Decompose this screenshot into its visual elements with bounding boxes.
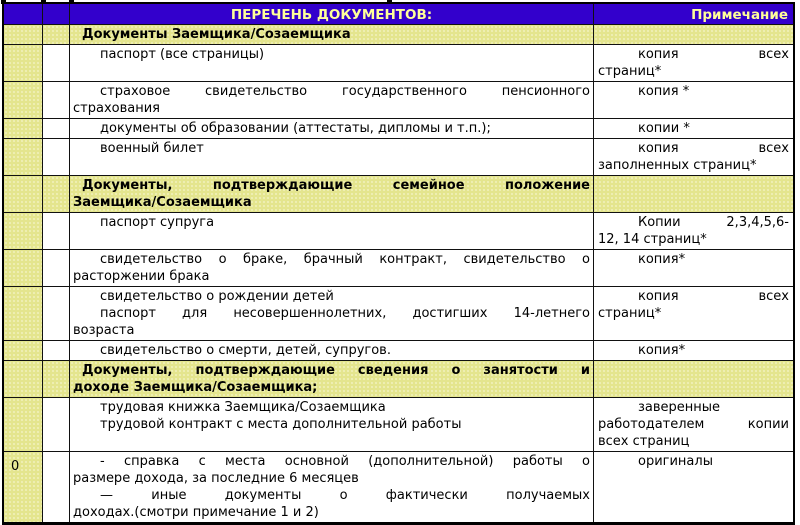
section-row — [4, 25, 793, 45]
row-mark-cell — [43, 361, 70, 397]
table-row — [4, 452, 793, 522]
row-number-cell — [4, 82, 43, 118]
note-cell — [594, 176, 793, 212]
header-mark-cell — [43, 4, 70, 24]
note-cell — [594, 452, 793, 522]
table-row — [4, 341, 793, 361]
document-name-cell — [70, 341, 594, 360]
text-line: паспорт супруга — [100, 215, 215, 230]
table-row — [4, 398, 793, 452]
text-line: возраста — [73, 323, 135, 338]
note-cell — [594, 45, 793, 81]
text-line: копии * — [638, 121, 690, 136]
text-line: всех страниц — [598, 434, 690, 449]
row-number-cell — [4, 361, 43, 397]
documents-table — [2, 2, 795, 525]
table-row — [4, 287, 793, 341]
table-row — [4, 119, 793, 139]
text-line: копия всех — [638, 289, 789, 304]
text-line: доходах.(смотри примечание 1 и 2) — [73, 505, 319, 520]
row-number-cell — [4, 287, 43, 340]
row-mark-cell — [43, 139, 70, 175]
text-line: трудовой контракт с места дополнительной работы — [100, 417, 462, 432]
document-name-cell — [70, 213, 594, 249]
row-mark-cell — [43, 82, 70, 118]
text-line: свидетельство о рождении детей — [100, 289, 334, 304]
row-mark-cell — [43, 341, 70, 360]
row-number: 0 — [11, 459, 20, 474]
text-line: — иные документы о фактически получаемых — [100, 488, 590, 503]
text-line: копия* — [638, 252, 686, 267]
text-line: оригиналы — [638, 454, 713, 469]
document-name-cell — [70, 45, 594, 81]
row-mark-cell — [43, 250, 70, 286]
text-line: документы об образовании (аттестаты, дипломы и т.п.); — [100, 121, 491, 136]
text-line: копия всех — [638, 47, 789, 62]
text-line: трудовая книжка Заемщика/Созаемщика — [100, 400, 386, 415]
text-line: паспорт (все страницы) — [100, 47, 265, 62]
text-line: размере дохода, за последние 6 месяцев — [73, 471, 359, 486]
row-number-cell — [4, 176, 43, 212]
text-line: расторжении брака — [73, 269, 210, 284]
row-number-cell — [4, 398, 43, 451]
text-line: - справка с места основной (дополнительной) работы о — [100, 454, 590, 469]
note-cell — [594, 139, 793, 175]
text-line: страниц* — [598, 306, 662, 321]
text-line: свидетельство о смерти, детей, супругов. — [100, 343, 391, 358]
note-cell — [594, 341, 793, 360]
text-line: Копии 2,3,4,5,6- — [638, 215, 789, 230]
text-line: Документы Заемщика/Созаемщика — [82, 27, 351, 42]
row-mark-cell — [43, 398, 70, 451]
row-mark-cell — [43, 287, 70, 340]
section-row — [4, 361, 793, 398]
text-line: страниц* — [598, 64, 662, 79]
row-number-cell — [4, 452, 43, 522]
row-mark-cell — [43, 176, 70, 212]
text-line: заполненных страниц* — [598, 158, 757, 173]
note-cell — [594, 287, 793, 340]
note-cell — [594, 361, 793, 397]
text-line: Документы, подтверждающие семейное положение — [82, 178, 590, 193]
note-cell — [594, 250, 793, 286]
row-mark-cell — [43, 25, 70, 44]
table-row — [4, 45, 793, 82]
document-name-cell — [70, 287, 594, 340]
table-header-row — [4, 4, 793, 25]
note-column-title: Примечание — [691, 7, 788, 23]
table-row — [4, 250, 793, 287]
text-line: страхования — [73, 101, 160, 116]
table-row — [4, 82, 793, 119]
documents-list-title: ПЕРЕЧЕНЬ ДОКУМЕНТОВ: — [70, 4, 594, 24]
row-number-cell — [4, 250, 43, 286]
note-cell — [594, 213, 793, 249]
section-title-cell — [70, 25, 594, 44]
text-line: военный билет — [100, 141, 204, 156]
text-line: копия всех — [638, 141, 789, 156]
row-number-cell — [4, 139, 43, 175]
text-line: заверенные — [638, 400, 721, 415]
row-number-cell — [4, 213, 43, 249]
document-name-cell — [70, 82, 594, 118]
text-line: страховое свидетельство государственного пенсионного — [100, 84, 590, 99]
note-cell — [594, 25, 793, 44]
section-title-cell — [70, 361, 594, 397]
section-row — [4, 176, 793, 213]
row-mark-cell — [43, 213, 70, 249]
row-number-cell — [4, 45, 43, 81]
document-name-cell — [70, 139, 594, 175]
table-row — [4, 139, 793, 176]
row-mark-cell — [43, 452, 70, 522]
row-mark-cell — [43, 119, 70, 138]
text-line: доходе Заемщика/Созаемщика; — [73, 380, 318, 395]
section-title-cell — [70, 176, 594, 212]
text-line: 12, 14 страниц* — [598, 232, 707, 247]
text-line: копия* — [638, 343, 686, 358]
document-name-cell — [70, 452, 594, 522]
row-number-cell — [4, 25, 43, 44]
row-mark-cell — [43, 45, 70, 81]
text-line: работодателем копии — [598, 417, 789, 432]
text-line: свидетельство о браке, брачный контракт, свидетельство о — [100, 252, 590, 267]
table-row — [4, 213, 793, 250]
note-cell — [594, 82, 793, 118]
note-cell — [594, 398, 793, 451]
document-name-cell — [70, 119, 594, 138]
text-line: копия * — [638, 84, 690, 99]
row-number-cell — [4, 341, 43, 360]
document-name-cell — [70, 250, 594, 286]
text-line: Документы, подтверждающие сведения о занятости и — [82, 363, 590, 378]
header-number-cell — [4, 4, 43, 24]
row-number-cell — [4, 119, 43, 138]
document-name-cell — [70, 398, 594, 451]
table-body — [4, 25, 793, 522]
text-line: Заемщика/Созаемщика — [73, 195, 252, 210]
text-line: паспорт для несовершеннолетних, достигших 14-летнего — [100, 306, 590, 321]
note-cell — [594, 119, 793, 138]
